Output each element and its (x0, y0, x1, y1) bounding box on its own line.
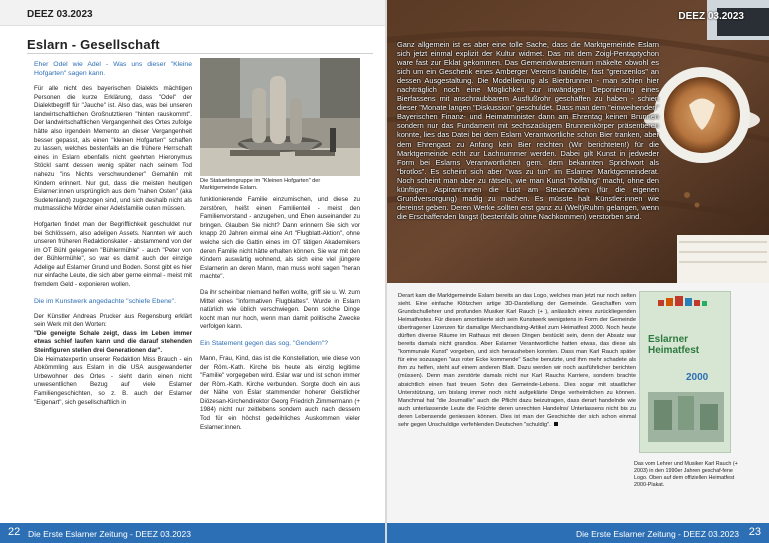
poster-caption: Das vom Lehrer und Musiker Karl Rauch (+ 2003) in den 1990er Jahren geschaf-fene Logo. Oben auf dem offiziellen Heimatfest 2000-Plakat. (634, 461, 738, 489)
page-number: 23 (748, 526, 761, 538)
paragraph: Der Künstler Andreas Prucker aus Regensburg erklärt sein Werk mit den Worten: (34, 312, 192, 329)
paragraph: Hofgarten findet man der Begrifflichkeit geschuldet nur bei Schlössern, also adeligen Assets. Nannten wir auch unseren früheren Redaktionskater - abstammend von der im OT Bühl gelegenen "Bühlermühle" - auch "Peter von der Bühlermühle", so war es damit auch der einzige Adelige auf Eslarner Grund und Boden. Sonst gibt es hier nur einfache Leute, die sich aber gerne einmal - meist mit fremdem Geld - exponieren wollen. (34, 220, 192, 289)
title-rule (27, 53, 373, 54)
article-subheading: Ein Statement gegen das sog. "Gendern"? (200, 339, 329, 347)
article-column-1 (34, 60, 192, 414)
right-header-label: DEEZ 03.2023 (678, 11, 744, 22)
footer-text: Die Erste Eslarner Zeitung - DEEZ 03.2023 (576, 529, 739, 539)
poster-title-line: Eslarner (648, 334, 689, 345)
left-footer (0, 523, 386, 543)
right-page (387, 0, 769, 543)
page-number: 22 (8, 526, 21, 538)
overlay-article-text: Ganz allgemein ist es aber eine tolle Sache, dass die Marktgemeinde Eslarn sich jetzt einmal explizit der Kultur widmet. Das mit dem Zoigl-Pentaptychon ware fast zur Eklat gekommen. Das Gemeindwratsremium mäkelte obwohl es sich um ein Geschenk eines Amberger Vereins handelte, fast "grenzenlos" an dessen Ausgestaltung. Die Modellierung als Bierbrunnen - man schien hier nachträglich noch eine Möglichkeit zur inwändigen Deponierung eines Bierfassens mit anschraubbarem Ausflußrohr geschaffen zu haben - schien dieser "Monate langen "Diskussion" geschuldet. Dass man dem "einweihenden" Bayerischen Finanz- und Heimatminister dann am Ehrentag keinen Brunnen sondern nur das Fundament mit sechszackigem Brunnenkörper präsentieren konnte, lies das Datei bei dem Eslarn Verantwortliche schon Bier tranken, aber dem Ehrengast zu Anfang kein Bier reichten (Wir berichteten!) für die Marktgemeinde echt zur Lachnummer werden. Dabei gilt Kunst in jedweder Form bei Eslarns Verantwortlichen gem. dem bekannten Sprichwort als "brotlos". Es scheint sich aber "was zu tun" im Eslarner Marktgemeinderat. Noch scheint man aber zu rätseln, wie man Kunst "hoffähig" macht, ohne den künftigen Aspirant:innen die Lust am Steuerzahlen (für die eigenen Grundversorgung) madig zu machen. Es müsste halt Künstler:innen wie dereinst geben. Deren Werke sollten erst ganz zu (Welt)Ruhm gelangen, wenn die Erschaffenden längst (bestenfalls ohne Nachkommen) verstorben sind. (397, 40, 659, 221)
poster-year: 2000 (686, 372, 709, 383)
poster-title-line: Heimatfest (648, 345, 700, 356)
statue-photo-drawing (200, 58, 360, 176)
paragraph: Derart kam die Marktgemeinde Eslarn bereits an das Logo, welches man jetzt nur noch selten sieht. Eine einfache Klötzchen artige 3D-Darstellung der Gemeinde. Geschaffen vom Grundschullehrer und profunden Musiker Karl Rauch (+ ), anlässlich eines zurückliegenden Heimatfestes. Für diesen amortisierte sich sein Kunstwerk wenigstens in Form der Gemeinde übertragener Lizenzen für damalige Merchandising-Artikel zum Heimatfest 2000. Noch heute dürften diverse Räume im Rathaus mit diesen Dingen bestückt sein, denn der Absatz war bereits damals nicht grandios. Aber Eslarner Verantwortliche hatten etwas, das diese als "kommunale Kunst" vorgeben, und sich herausheben konnten. Dass man Karl Rauch später für eine sozusagen "aus roter Ecke kommende" Sache benutzte, und ihm mehr schadete als ihm zu helfen, steht auf einem anderen Blatt. Dazu werden wir noch ausführlicher berichten (müssen). Denn man zerstörte damals nicht nur Karl Rauchs Karriere, sondern brachte absichtlich einen fast treuen Sohn des Gemeinde-Lebens. Dies sogar mit staatlicher Unterstützung, um bislang immer noch nicht aufgeklärte Dinge verheimlichen zu können. Manchmal hat "die Journaille" auch die Pflicht dazu beizutragen, dass derart handelnde wie auch unterlassende Leute die Früchte deren unrechten Handelns/ Unterlassens nicht bis zu deren Lebensende geniessen können. Dies ist man der Geschichte der sich schon einmal sehr gegen Unschuldige verfehlenden Deutschen "schuldig". (398, 293, 636, 428)
artist-quote: "Die geneigte Schale zeigt, dass im Leben immer etwas schief laufen kann und die darauf stehenden Steinfiguren stellen drei Generationen dar". (34, 329, 192, 355)
paragraph: funktionierende Familie einzumischen, und diese zu zerstören, heißt einen Familienteil - meist den Familienvorstand - anzugehen, und Ehen auseinander zu bringen. Glauben Sie nicht? Dann erinnern Sie sich vor knapp 20 Jahren einmal eine Art "Flugblatt-Aktion", ohne welche sich die Gattin eines im OT tätigen Akademikers deren Familie nicht hätte erhalten können. Sie war mit den Kindern auswärtig wohnend, als sich eine viel jüngere Eslarnerin an deren Mann, man muss wohl sagen "heran machte". (200, 196, 360, 281)
end-mark (554, 422, 558, 426)
statue-photo (200, 58, 360, 176)
left-header-label: DEEZ 03.2023 (27, 9, 93, 20)
paragraph: Mann, Frau, Kind, das ist die Konstellation, wie diese von der Röm.-Kath. Kirche bis heute als einzig legitime "Familie" vorgegeben wird. Eslar war und ist schon immer der Röm.-Kath. Kirche verbunden. Sorgte doch ein aus der Nähe von Eslar stammender hoherer Geistlicher Diözesan-Kirchendirektor Georg Friedrich Zimmermann (+ 1984) nicht nur zeitlebens sondern auch nach dessem Tod für ein höchst gedeihliches Auskommen vieler Eslarner:innen. (200, 354, 360, 431)
heimatfest-poster (639, 291, 731, 453)
poster-title (648, 334, 699, 356)
paragraph: Für alle nicht des bayerischen Dialekts mächtigen Personen die kurze Erklärung, dass "Odel" der Dialektbegriff für "Jauche" ist. Also das, was bei unseren landwirtschaftlichen Großnutztieren "hinten rauskommt". Der landwirtschaftlichen Vergangenheit des Ortes zufolge hätte also irgendein Memento an dieser Vergangenheit besser gepasst, als einen "kleinen Hofgarten" schaffen zu lassen, welches bestenfalls an die frühere Herrschaft eines in Eslarn ebenfalls nicht geehrten Hieronymus Stöckl samt dessen wenig später nach seinem Tod nahezu "ins Nichts verschwundener" Gemahlin mit Kindern erinnert. Nur gut, dass die meisten heutigen Eslarner:innen ursprünglich aus dem "nahen Osten" (aka Sudetenland) zugezogen sind, und sich deshalb nicht als mutmassliche Mörder einer Adelsfamilie outen müssen. (34, 85, 192, 213)
article-subtitle: Eher Odel wie Adel - Was uns dieser "Kleine Hofgarten" sagen kann. (34, 61, 192, 77)
section-title: Eslarn - Gesellschaft (27, 37, 160, 52)
footer-text: Die Erste Eslarner Zeitung - DEEZ 03.2023 (28, 529, 191, 539)
photo-caption: Die Statuettengruppe im "Kleinen Hofgarten" der Marktgemeinde Eslarn. (200, 178, 321, 192)
article-column-2 (200, 196, 360, 439)
paragraph: Die Heimatexpertin unserer Redaktion Miss Brauch - ein Abkömmling aus Eslarn in die USA ausgewanderter Urbewohner des Ortes - sieht darin einen nicht unwesentlichen Bezug auf viele Eslarner Familiengeschichten, so z. B. auch der Eslarner "Eigenart", sich gesellschaftlich in (34, 355, 192, 406)
article-subheading: Die im Kunstwerk angedachte "schiefe Ebene". (34, 297, 176, 305)
left-header-bar (0, 0, 386, 26)
lower-article-text (398, 292, 636, 429)
paragraph: Da ihr scheinbar niemand helfen wollte, griff sie u. W. zum Mittel eines "informativen Flugblattes". Wurde in Eslarn natürlich wie üblich verschwiegen. Denn solche Dinge kocht man nur hoch, wenn man damit politische Zwecke verfolgen kann. (200, 288, 360, 331)
right-footer (387, 523, 769, 543)
